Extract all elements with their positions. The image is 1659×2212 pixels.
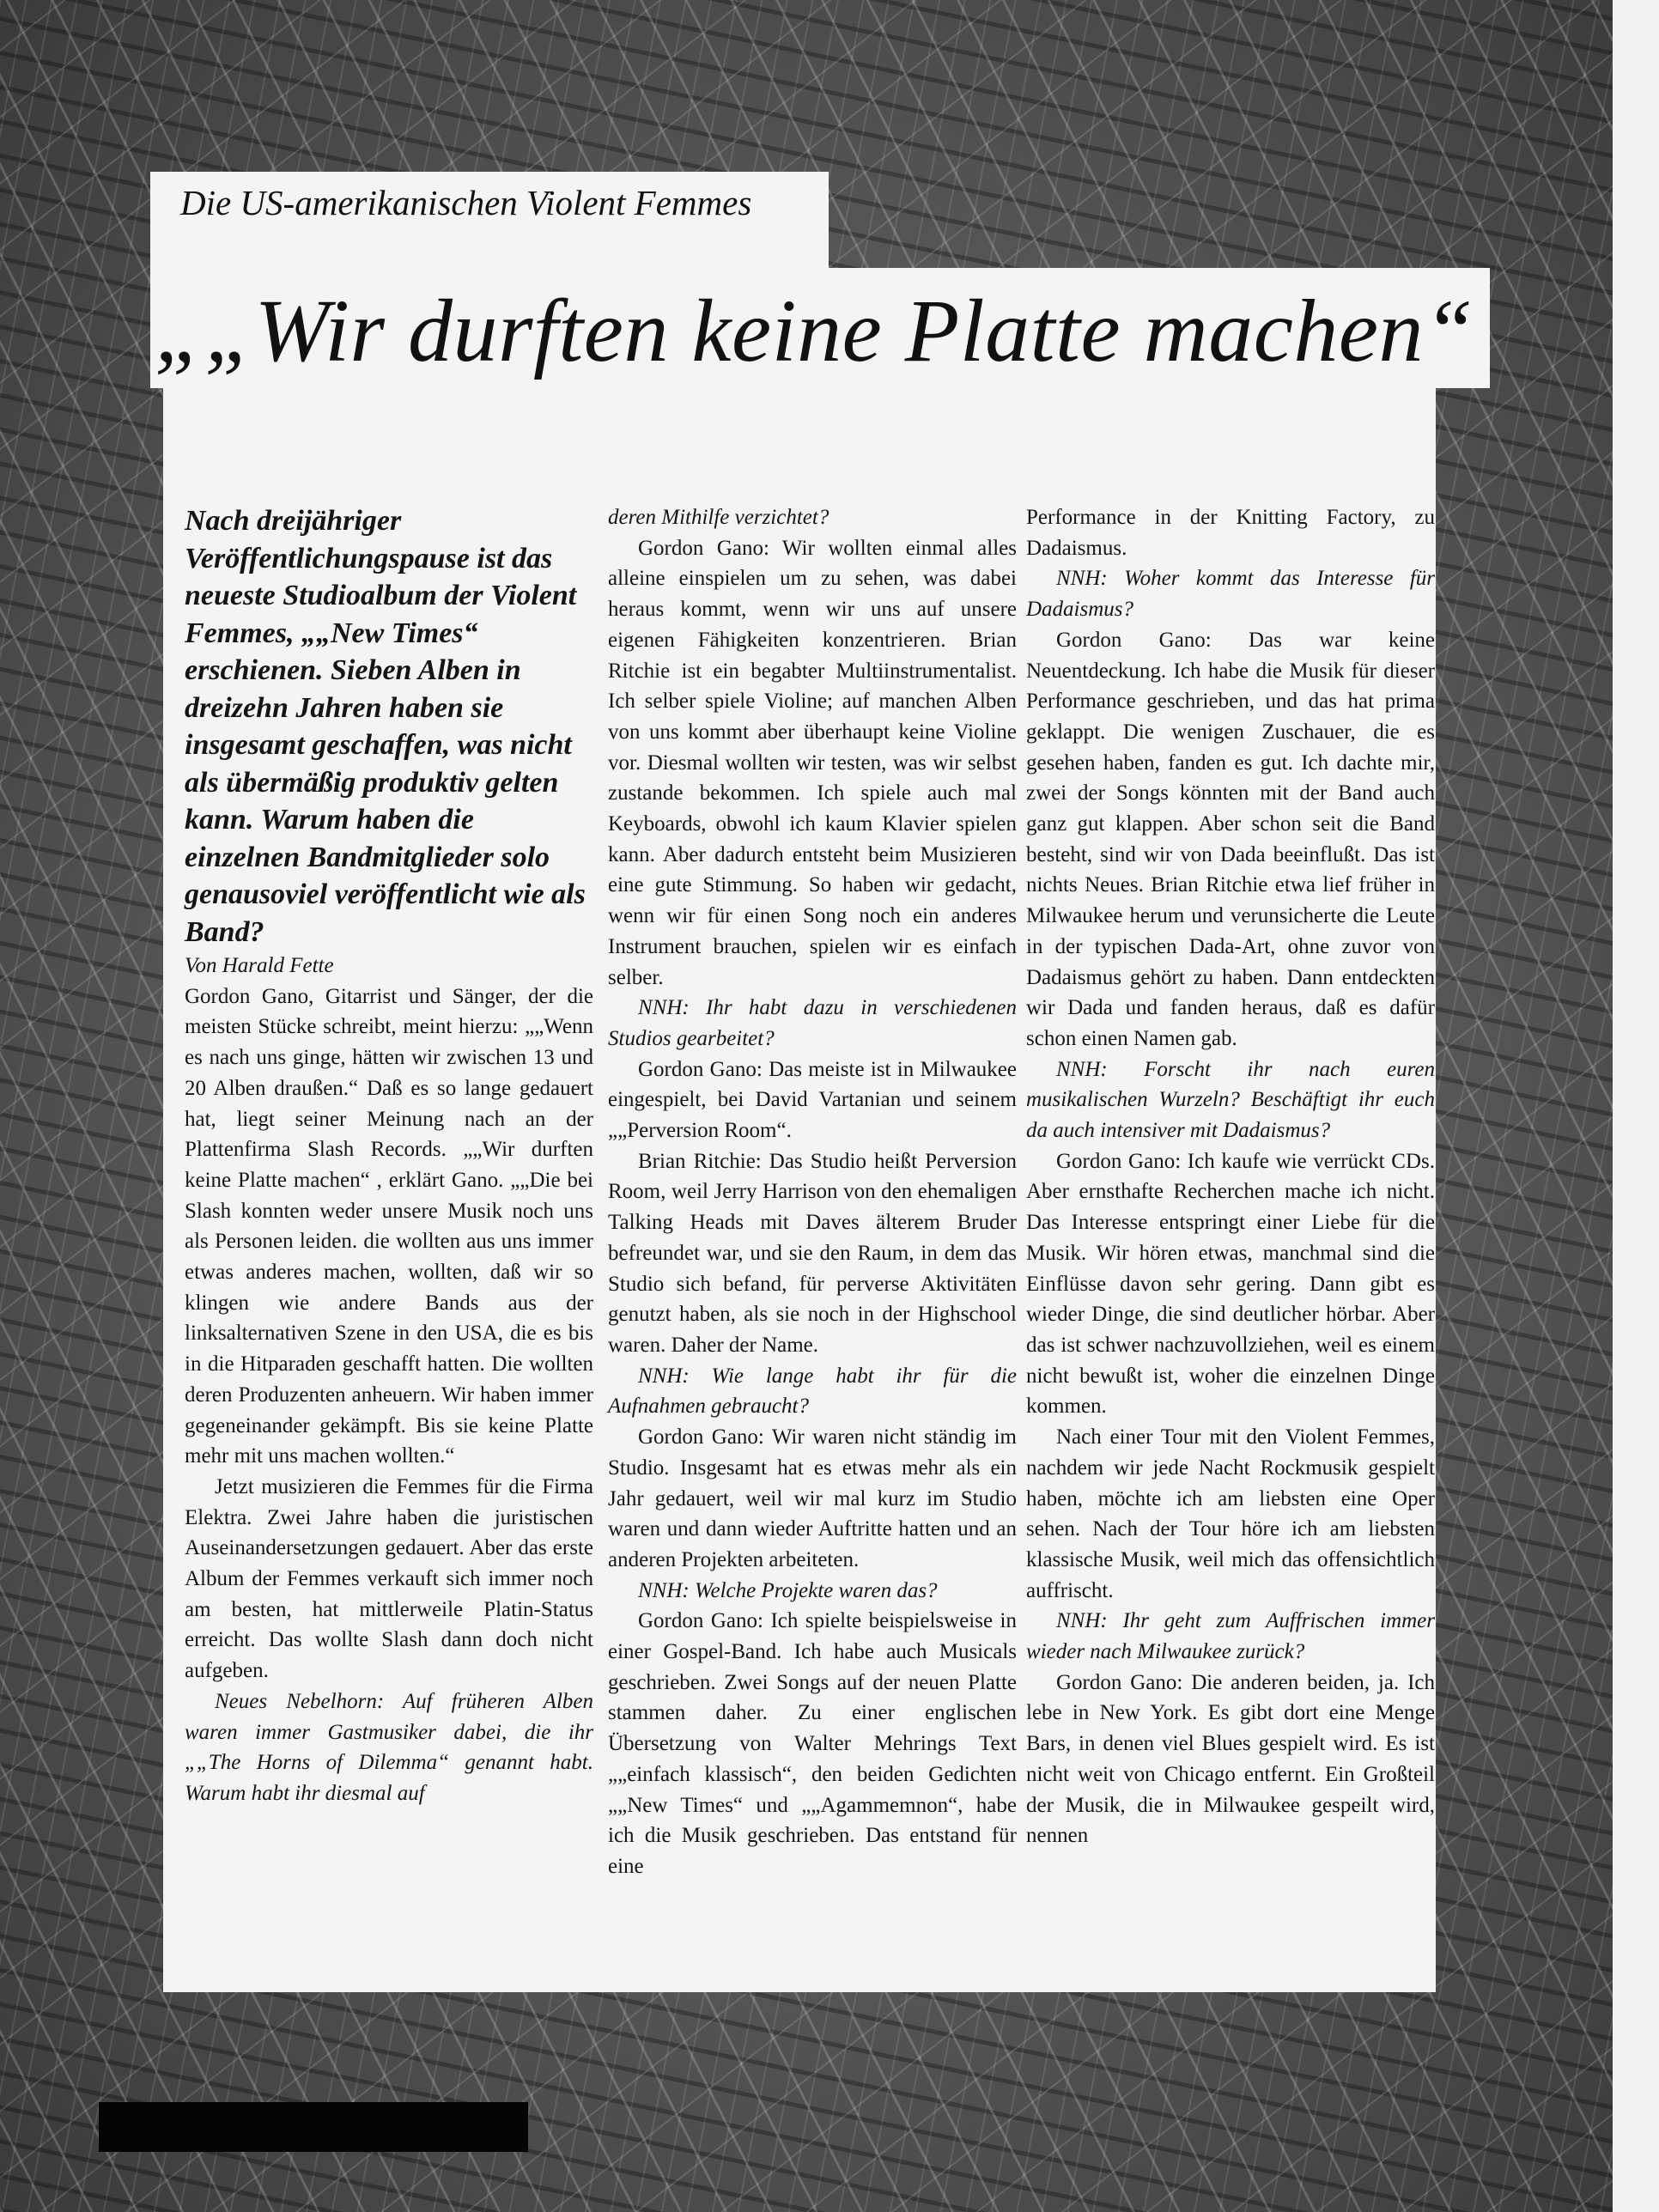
scan-edge-strip (1613, 0, 1659, 2212)
byline: Von Harald Fette (185, 954, 334, 977)
interview-question: Neues Nebelhorn: Auf früheren Alben waren immer Gastmusiker dabei, die ihr „„The Horns of Dilemma“ genannt habt. Warum habt ihr diesmal auf (185, 1689, 593, 1805)
interview-answer: Nach einer Tour mit den Violent Femmes, nachdem wir jede Nacht Rockmusik gespielt haben, möchte ich am liebsten eine Oper sehen. Nach der Tour höre ich am liebsten klassische Musik, weil mich das offensichtlich auffrischt. (1026, 1425, 1435, 1602)
interview-answer: Gordon Gano: Das meiste ist in Milwaukee eingespielt, bei David Vartanian und seinem „„Perversion Room“. (608, 1057, 1017, 1143)
interview-answer: Gordon Gano: Das war keine Neuentdeckung. Ich habe die Musik für dieser Performance geschrieben, und das hat prima geklappt. Die wenigen Zuschauer, die es gesehen haben, fanden es gut. Ich dachte mir, zwei der Songs könnten mit der Band auch ganz gut klappen. Aber schon seit die Band besteht, sind wir von Dada beeinflußt. Das ist nichts Neues. Brian Ritchie etwa lief früher in Milwaukee herum und verunsicherte die Leute in der typischen Dada-Art, ohne zuvor von Dadaismus gehört zu haben. Dann entdeckten wir Dada und fanden heraus, daß es dafür schon einen Namen gab. (1026, 628, 1435, 1050)
interview-question: NNH: Welche Projekte waren das? (638, 1578, 938, 1602)
lead-paragraph: Nach dreijähriger Veröffentlichungspause ist das neueste Studioalbum der Violent Femmes, „„New Times“ erschienen. Sieben Alben in dreizehn Jahren haben sie insgesamt geschaffen, was nicht als übermäßig produktiv gelten kann. Warum haben die einzelnen Bandmitglieder solo genausoviel veröffentlicht wie als Band? (185, 505, 586, 948)
article-column-3 (1026, 502, 1435, 1851)
interview-question: NNH: Ihr geht zum Auffrischen immer wieder nach Milwaukee zurück? (1026, 1609, 1435, 1664)
paragraph: Jetzt musizieren die Femmes für die Firma Elektra. Zwei Jahre haben die juristischen Auseinandersetzungen gedauert. Aber das erste Album der Femmes verkauft sich immer noch am besten, hat mittlerweile Platin-Status erreicht. Das wollte Slash dann doch nicht aufgeben. (185, 1474, 593, 1683)
interview-answer: Brian Ritchie: Das Studio heißt Perversion Room, weil Jerry Harrison von den ehemaligen Talking Heads mit Daves älterem Bruder befreundet war, und sie den Raum, in dem das Studio sich befand, für perverse Aktivitäten genutzt haben, als sie noch in der Highschool waren. Daher der Name. (608, 1149, 1017, 1357)
interview-answer: Gordon Gano: Ich kaufe wie verrückt CDs. Aber ernsthafte Recherchen mache ich nicht. Das Interesse entspringt einer Liebe für die Musik. Wir hören etwas, manchmal sind die Einflüsse davon sehr gering. Dann gibt es wieder Dinge, die sind deutlicher hörbar. Aber das ist schwer nachzuvollziehen, weil es einem nicht bewußt ist, woher die einzelnen Dinge kommen. (1026, 1149, 1435, 1419)
interview-answer: Gordon Gano: Wir waren nicht ständig im Studio. Insgesamt hat es etwas mehr als ein Jahr gedauert, weil wir mal kurz im Studio waren und dann wieder Auftritte hatten und an anderen Projekten arbeiteten. (608, 1425, 1017, 1571)
article-column-1 (185, 502, 593, 1809)
article-column-2 (608, 502, 1017, 1882)
interview-question: NNH: Woher kommt das Interesse für Dadaismus? (1026, 567, 1435, 622)
paragraph: Gordon Gano, Gitarrist und Sänger, der die meisten Stücke schreibt, meint hierzu: „„Wenn es nach uns ginge, hätten wir zwischen 13 und 20 Alben draußen.“ Daß es so lange gedauert hat, liegt seiner Meinung nach an der Plattenfirma Slash Records. „„Wir durften keine Platte machen“ , erklärt Gano. „„Die bei Slash konnten weder unsere Musik noch uns als Personen leiden. die wollten aus uns immer etwas anderes machen, wollten, daß wir so klingen wie andere Bands aus der linksalternativen Szene in den USA, die es bis in die Hitparaden geschafft hatten. Die wollten deren Produzenten anheuern. Wir haben immer gegeneinander gekämpft. Bis sie keine Platte mehr mit uns machen wollten.“ (185, 984, 593, 1468)
interview-answer: Gordon Gano: Die anderen beiden, ja. Ich lebe in New York. Es gibt dort eine Menge Bars, in denen viel Blues gespielt wird. Es ist nicht weit von Chicago entfernt. Ein Großteil der Musik, die in Milwaukee gespeilt wird, nennen (1026, 1670, 1435, 1848)
redaction-bar (99, 2102, 528, 2152)
interview-question: NNH: Forscht ihr nach euren musikalischen Wurzeln? Beschäftigt ihr euch da auch intensiver mit Dadaismus? (1026, 1057, 1435, 1143)
kicker: Die US-amerikanischen Violent Femmes (180, 183, 752, 222)
interview-question-continued: deren Mithilfe verzichtet? (608, 506, 830, 529)
interview-answer: Gordon Gano: Wir wollten einmal alles alleine einspielen um zu sehen, was dabei heraus kommt, wenn wir uns auf unsere eigenen Fähigkeiten konzentrieren. Brian Ritchie ist ein begabter Multiinstrumentalist. Ich selber spiele Violine; auf manchen Alben von uns kommt aber überhaupt keine Violine vor. Diesmal wollten wir testen, was wir selbst zustande bekommen. Ich spiele auch mal Keyboards, obwohl ich kaum Klavier spielen kann. Aber dadurch entsteht beim Musizieren eine gute Stimmung. So haben wir gedacht, wenn wir für einen Song noch ein anderes Instrument brauchen, spielen wir es einfach selber. (608, 536, 1017, 989)
interview-question: NNH: Ihr habt dazu in verschiedenen Studios gearbeitet? (608, 996, 1017, 1050)
headline: „„Wir durften keine Platte machen“ (155, 282, 1474, 380)
interview-question: NNH: Wie lange habt ihr für die Aufnahmen gebraucht? (608, 1364, 1017, 1419)
interview-answer: Gordon Gano: Ich spielte beispielsweise in einer Gospel-Band. Ich habe auch Musicals geschrieben. Zwei Songs auf der neuen Platte stammen daher. Zu einer englischen Übersetzung von Walter Mehrings Text „„einfach klassisch“, den beiden Gedichten „„New Times“ und „„Agammemnon“, habe ich die Musik geschrieben. Das entstand für eine (608, 1609, 1017, 1878)
interview-answer-continued: Performance in der Knitting Factory, zu Dadaismus. (1026, 506, 1435, 560)
